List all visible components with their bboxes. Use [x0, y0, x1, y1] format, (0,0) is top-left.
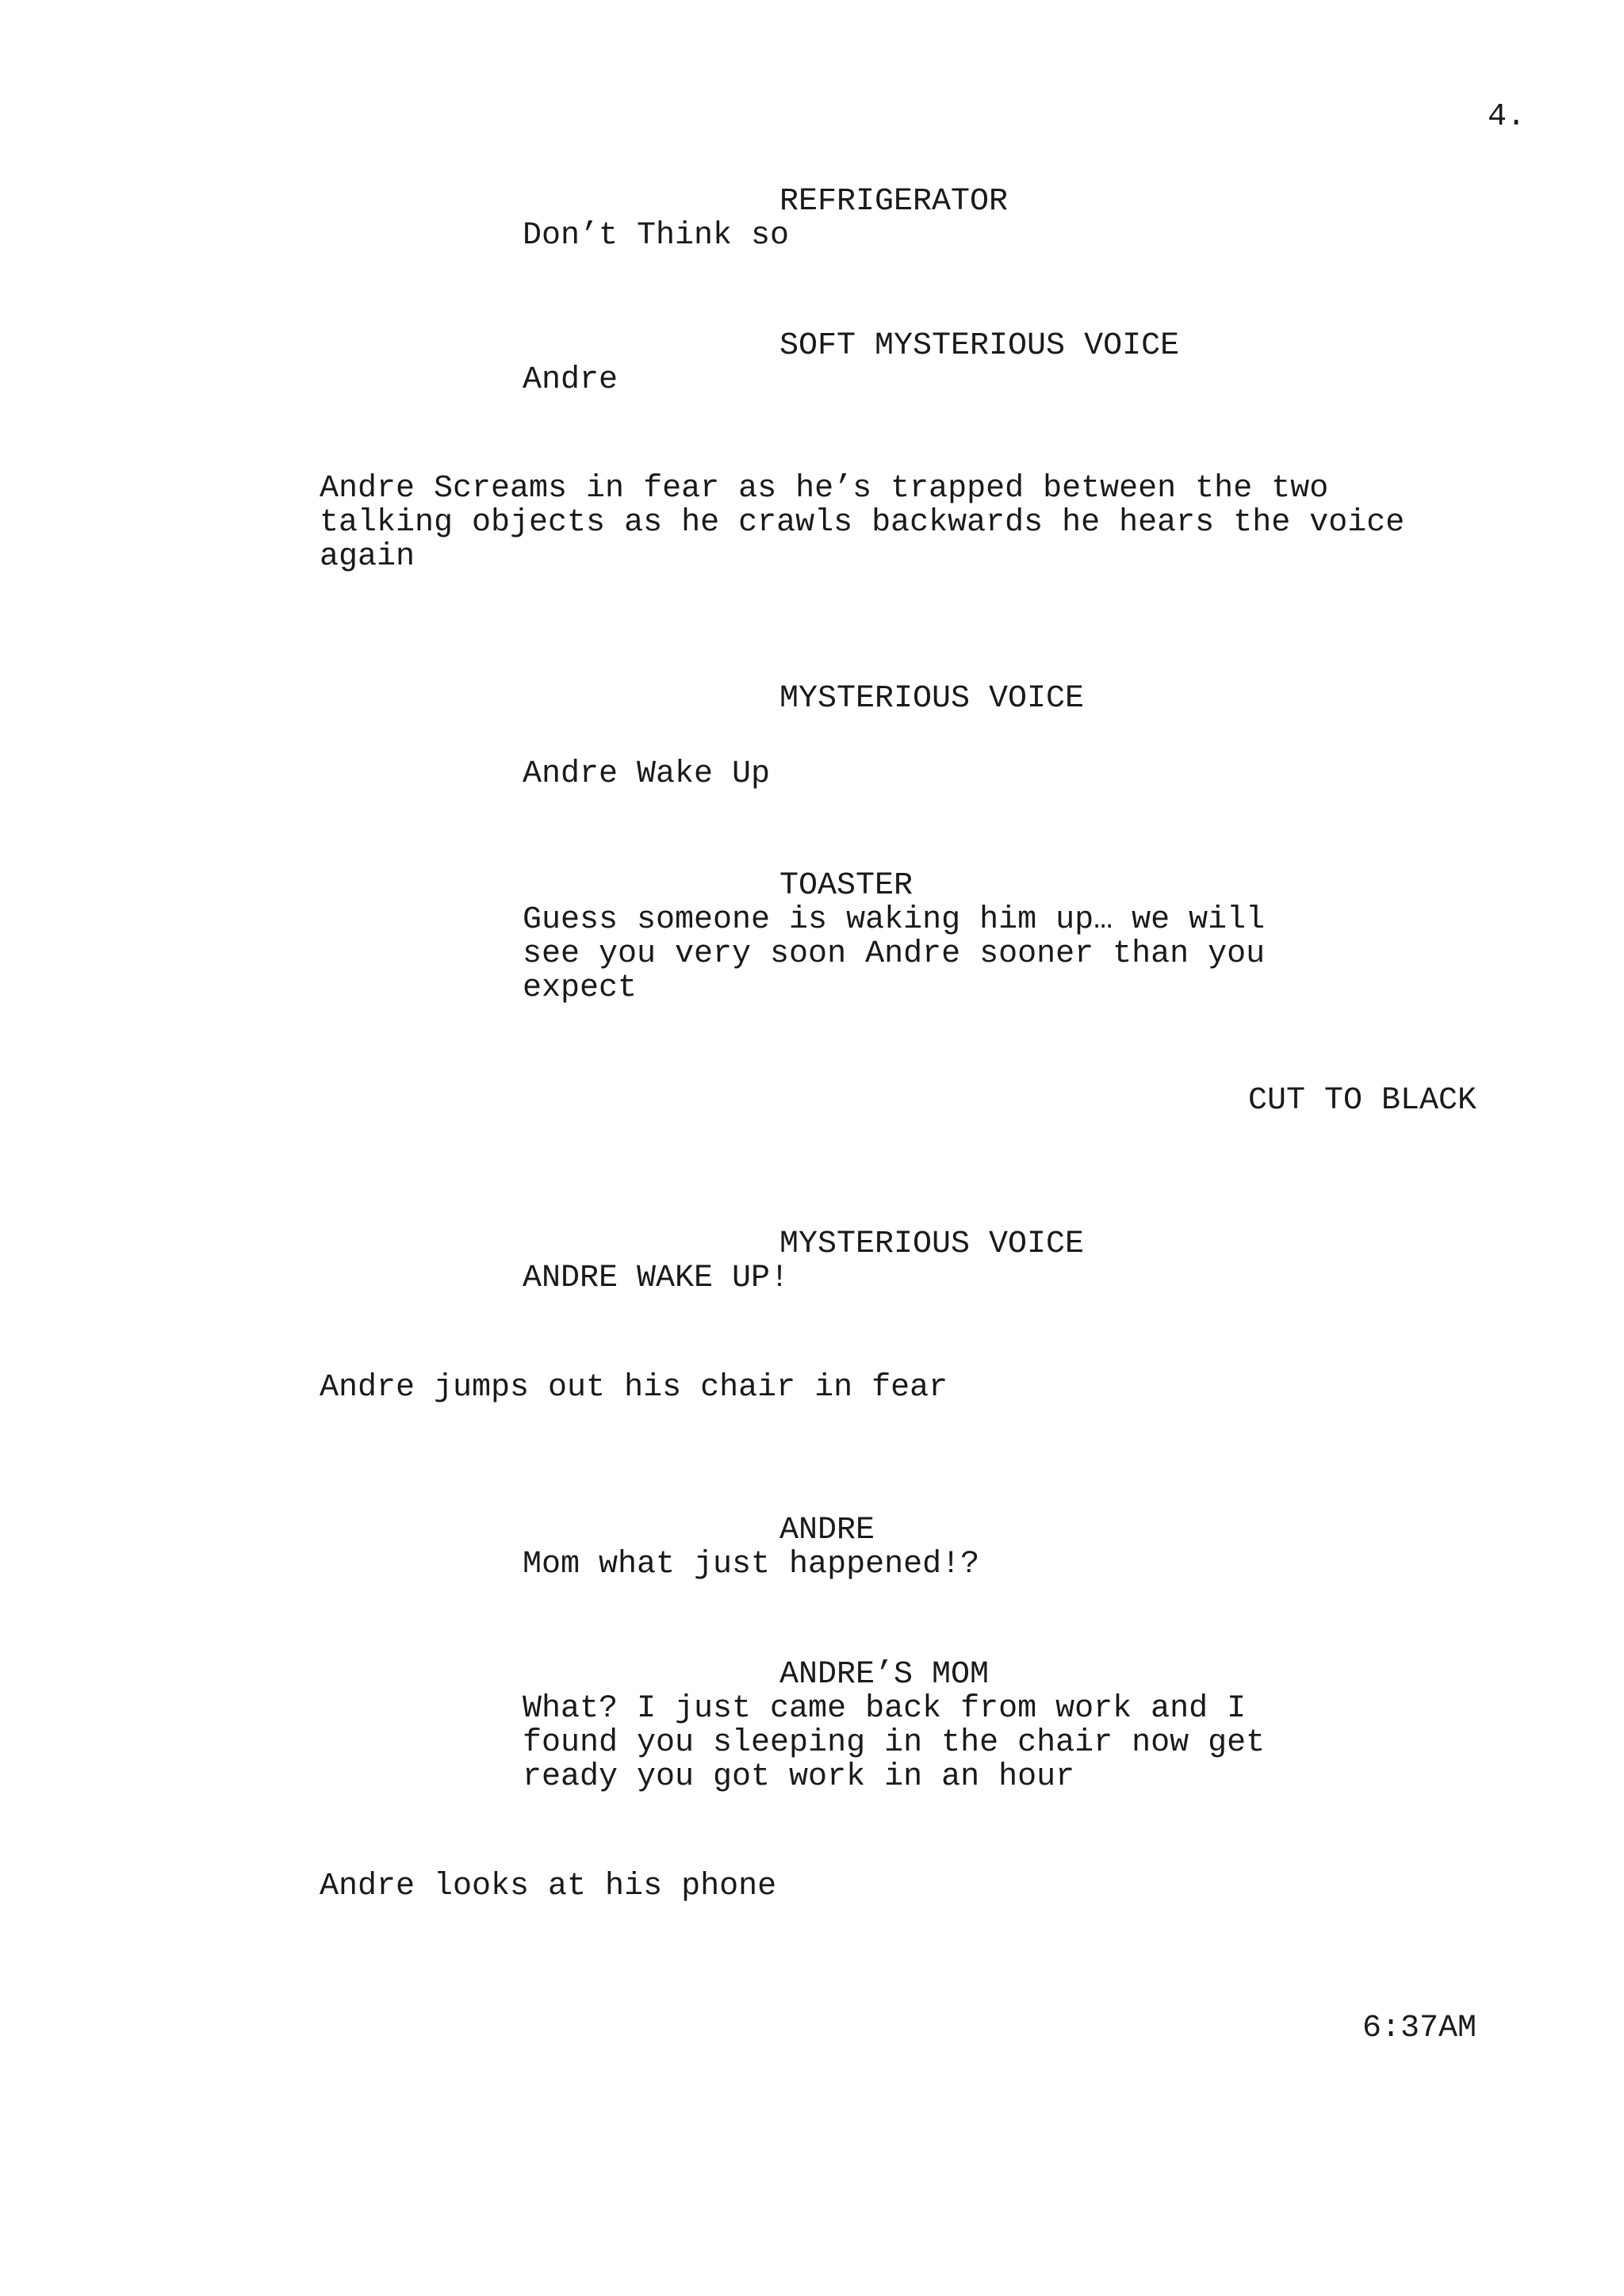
dialogue: Andre Wake Up: [523, 756, 771, 792]
dialogue: ANDRE WAKE UP!: [523, 1261, 790, 1296]
page-number: 4.: [1487, 99, 1526, 135]
action-line: Andre jumps out his chair in fear: [320, 1370, 948, 1406]
dialogue: What? I just came back from work and I found you sleeping in the chair now get ready you got work in an hour: [523, 1691, 1266, 1795]
time-stamp: 6:37AM: [1362, 2011, 1477, 2046]
character-name: ANDRE’S MOM: [779, 1657, 990, 1693]
character-name: MYSTERIOUS VOICE: [779, 1226, 1085, 1262]
dialogue: Mom what just happened!?: [523, 1547, 980, 1582]
transition: CUT TO BLACK: [1247, 1083, 1477, 1119]
dialogue: Guess someone is waking him up… we will see you very soon Andre sooner than you expect: [523, 902, 1266, 1006]
dialogue: Don’t Think so: [523, 218, 790, 254]
character-name: ANDRE: [779, 1513, 875, 1548]
character-name: MYSTERIOUS VOICE: [779, 681, 1085, 717]
character-name: SOFT MYSTERIOUS VOICE: [779, 328, 1180, 364]
action-line: Andre Screams in fear as he’s trapped between the two talking objects as he crawls backwards he hears the voice again: [320, 471, 1405, 575]
dialogue: Andre: [523, 362, 619, 398]
action-line: Andre looks at his phone: [320, 1869, 777, 1904]
character-name: TOASTER: [779, 868, 914, 904]
character-name: REFRIGERATOR: [779, 184, 1009, 220]
